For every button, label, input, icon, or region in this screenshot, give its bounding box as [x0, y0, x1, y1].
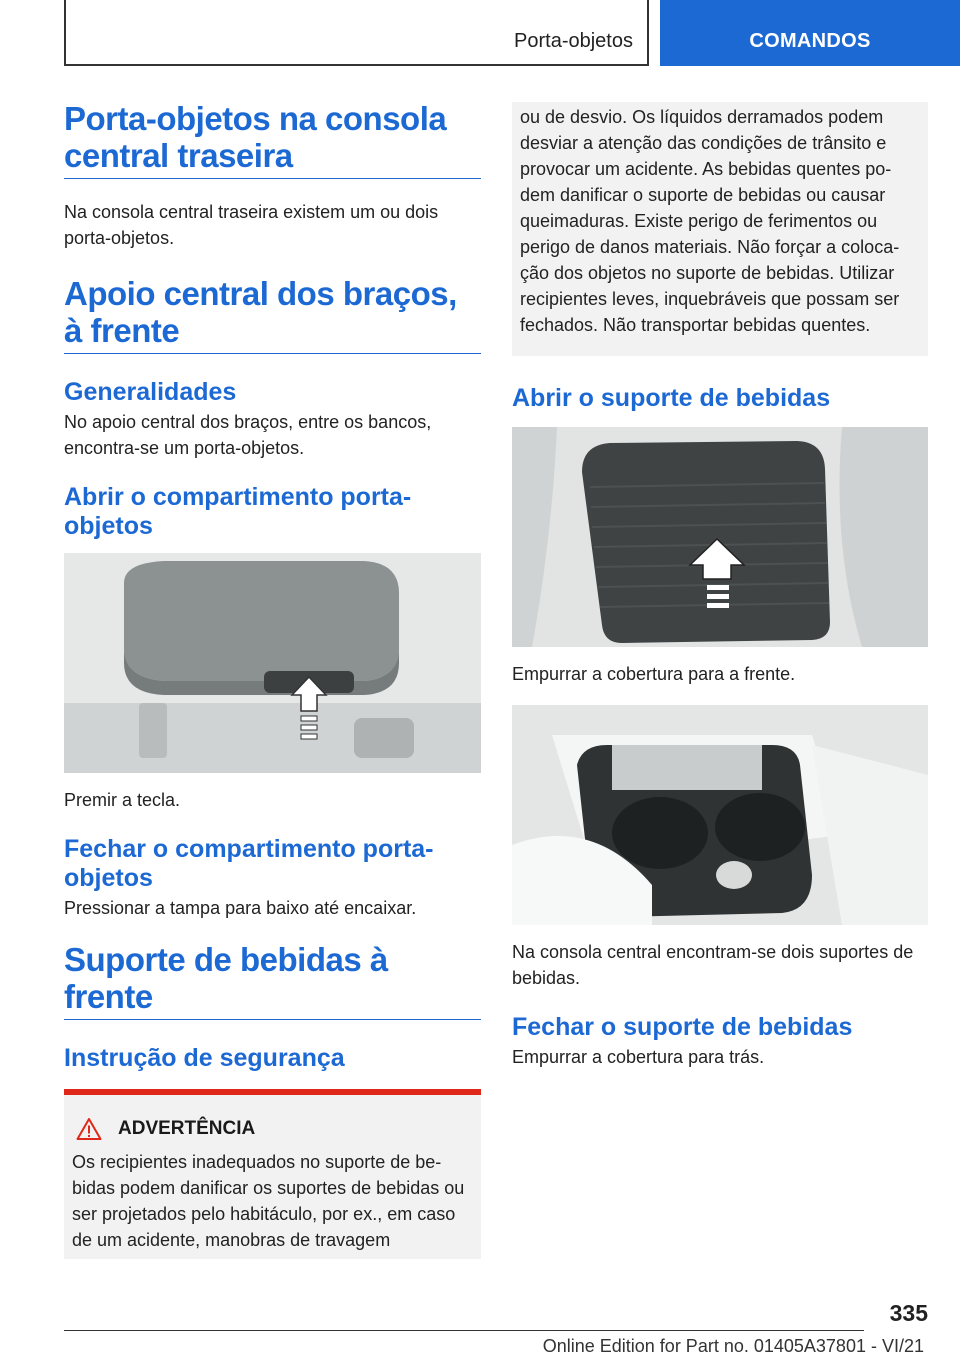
caption-two-cupholders: Na consola central encontram-se dois suportes de bebidas.	[512, 942, 914, 988]
header-section-title: Porta-objetos	[514, 30, 633, 52]
right-column	[512, 100, 928, 1070]
heading-cupholder-front: Suporte de bebidas à frente	[64, 941, 481, 1020]
warning-text-part2: ou de desvio. Os líquidos derramados podem desviar a atenção das condições de trânsito e provocar um acidente. As bebidas quentes podem danificar o suporte de bebidas ou causar queimaduras. Existe perigo de ferimentos ou perigo de danos materiais. Não forçar a colocação dos objetos no suporte de bebidas. Utilizar recipientes leves, inquebráveis que possam ser fechados. Não transportar bebidas quentes.	[520, 107, 900, 335]
heading-open-cupholder: Abrir o suporte de bebidas	[512, 384, 831, 412]
page-number: 335	[889, 1300, 928, 1326]
text-general: No apoio central dos braços, entre os bancos, encontra-se um porta-objetos.	[64, 412, 432, 458]
text-close-compartment: Pressionar a tampa para baixo até encaixar.	[64, 898, 417, 918]
heading-general: Generalidades	[64, 378, 237, 406]
chapter-tab-label: COMANDOS	[749, 30, 871, 52]
heading-rear-console: Porta-objetos na consola central traseira	[64, 100, 481, 179]
image-two-cupholders	[512, 705, 928, 925]
warning-text-part1: Os recipientes inadequados no suporte de bebidas podem danificar os suportes de bebidas ou ser projetados pelo habitáculo, por ex., em caso de um acidente, manobras de travagem	[72, 1152, 465, 1250]
heading-open-compartment: Abrir o compartimento porta-objetos	[64, 483, 412, 540]
chapter-tab[interactable]	[660, 0, 960, 66]
image-cupholder-cover	[512, 427, 928, 647]
text-close-cupholder: Empurrar a cobertura para trás.	[512, 1047, 765, 1067]
header-frame	[64, 0, 649, 66]
heading-safety: Instrução de segurança	[64, 1044, 345, 1072]
text-rear-console: Na consola central traseira existem um ou dois porta-objetos.	[64, 202, 439, 248]
warning-label: ADVERTÊNCIA	[118, 1118, 256, 1139]
warning-box	[64, 1089, 481, 1259]
footer-edition: Online Edition for Part no. 01405A37801 - VI/21	[542, 1336, 924, 1356]
image-armrest-button	[64, 553, 481, 773]
warning-header	[72, 1117, 473, 1141]
heading-close-compartment: Fechar o compartimento porta-objetos	[64, 835, 434, 892]
warning-box-continued	[512, 102, 928, 356]
warning-triangle-icon	[76, 1117, 102, 1141]
caption-open-compartment: Premir a tecla.	[64, 790, 181, 810]
left-column	[64, 100, 481, 1259]
caption-push-cover: Empurrar a cobertura para a frente.	[512, 664, 796, 684]
footer-divider	[64, 1330, 864, 1331]
heading-armrest: Apoio central dos braços, à frente	[64, 275, 481, 354]
heading-close-cupholder: Fechar o suporte de bebidas	[512, 1013, 853, 1041]
